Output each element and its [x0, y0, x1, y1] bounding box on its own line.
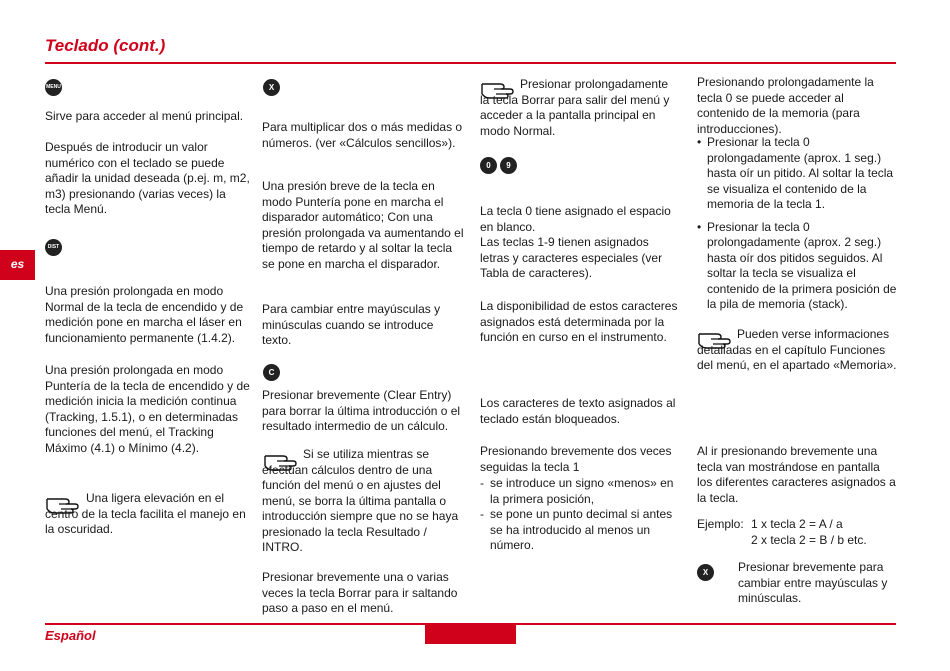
example-block	[697, 517, 897, 548]
header-rule	[45, 62, 896, 64]
example-line-1: 1 x tecla 2 = A / a	[751, 517, 843, 531]
page-title: Teclado (cont.)	[45, 36, 166, 55]
zero-key-icon: 0	[480, 157, 497, 174]
memory-access-text: Presionando prolongadamente la tecla 0 se puede acceder al contenido de la memoria (para introducciones).	[697, 75, 874, 136]
dist-tracking-text: Una presión prolongada en modo Puntería de la tecla de encendido y de medición inicia la medición continua (Tracking, 1.5.1), o en determinadas funciones del menú, el Tracking Máximo (4.1) o Mínimo (4.2).	[45, 363, 250, 455]
c-key-icon: C	[263, 364, 280, 381]
col1-tip: Una ligera elevación en el centro de la tecla facilita el manejo en la oscuridad.	[45, 491, 246, 536]
col3-tip: Presionar prolongadamente la tecla Borrar para salir del menú y acceder a la pantalla principal en modo Normal.	[480, 77, 670, 138]
step-back-text: Presionar brevemente una o varias veces la tecla Borrar para ir saltando paso a paso en el menú.	[262, 570, 458, 615]
list-item: - se pone un punto decimal si antes se ha introducido al menos un número.	[480, 507, 680, 554]
memory-list	[697, 135, 897, 313]
list-item: - se introduce un signo «menos» en la primera posición,	[480, 476, 680, 507]
nine-key-icon: 9	[500, 157, 517, 174]
multiply-text: Para multiplicar dos o más medidas o números. (ver «Cálculos sencillos»).	[262, 120, 463, 150]
menu-description: Sirve para acceder al menú principal.	[45, 109, 244, 123]
list-item: • Presionar la tecla 0 prolongadamente (aprox. 1 seg.) hasta oír un pitido. Al soltar la tecla se visualiza el contenido de la memoria de la tecla 1.	[697, 135, 897, 213]
space-text: La tecla 0 tiene asignado el espacio en blanco.	[480, 204, 671, 234]
example-label: Ejemplo:	[697, 517, 744, 531]
case-toggle-text: Presionar brevemente para cambiar entre mayúsculas y minúsculas.	[738, 560, 888, 605]
x-key-icon: X	[263, 79, 280, 96]
col4-tip: Pueden verse informaciones detalladas en el capítulo Funciones del menú, en el apartado «Memoria».	[697, 327, 897, 372]
list-item: • Presionar la tecla 0 prolongadamente (aprox. 2 seg.) hasta oír dos pitidos seguidos. Al soltar la tecla se visualiza el contenido de la primera posición de la pila de memoria (stack).	[697, 220, 897, 313]
availability-text: La disponibilidad de estos caracteres asignados está determinada por la función en curso en el instrumento.	[480, 299, 678, 344]
language-tab: es	[0, 250, 35, 280]
double-press-list	[480, 476, 680, 554]
dist-normal-text: Una presión prolongada en modo Normal de la tecla de encendido y de medición pone en marcha el láser en funcionamiento permanente (1.4.2).	[45, 284, 244, 345]
footer-language: Español	[45, 628, 96, 643]
self-timer-text: Una presión breve de la tecla en modo Puntería pone en marcha el disparador automático; Con una presión prolongada va aumentando el tiempo de retardo y al soltar la tecla se pone en marcha el disparador.	[262, 179, 464, 271]
menu-key-icon: MENU	[45, 79, 62, 96]
case-toggle-text: Para cambiar entre mayúsculas y minúsculas cuando se introduce texto.	[262, 302, 441, 347]
x-key-icon: X	[697, 564, 714, 581]
cycle-chars-text: Al ir presionando brevemente una tecla van mostrándose en pantalla los diferentes caracteres asignados a la tecla.	[697, 444, 896, 505]
example-line-2: 2 x tecla 2 = B / b etc.	[751, 532, 867, 547]
locked-text: Los caracteres de texto asignados al teclado están bloqueados.	[480, 396, 676, 426]
double-press-text: Presionando brevemente dos veces seguidas la tecla 1	[480, 444, 672, 474]
menu-unit-text: Después de introducir un valor numérico con el teclado se puede añadir la unidad deseada (p.ej. m, m2, m3) presionando (varias veces) la tecla Menú.	[45, 140, 250, 216]
col2-tip: Si se utiliza mientras se efectúan cálculos dentro de una función del menú o en ajustes del menú, se borra la última pantalla o introducción siempre que no se haya presionado la tecla Resultado / INTRO.	[262, 447, 459, 554]
letters-text: Las teclas 1-9 tienen asignados letras y caracteres especiales (ver Tabla de caracteres).	[480, 235, 663, 280]
clear-entry-text: Presionar brevemente (Clear Entry) para borrar la última introducción o el resultado intermedio de un cálculo.	[262, 388, 461, 433]
dist-key-icon: DIST	[45, 239, 62, 256]
footer-bar	[425, 625, 516, 644]
